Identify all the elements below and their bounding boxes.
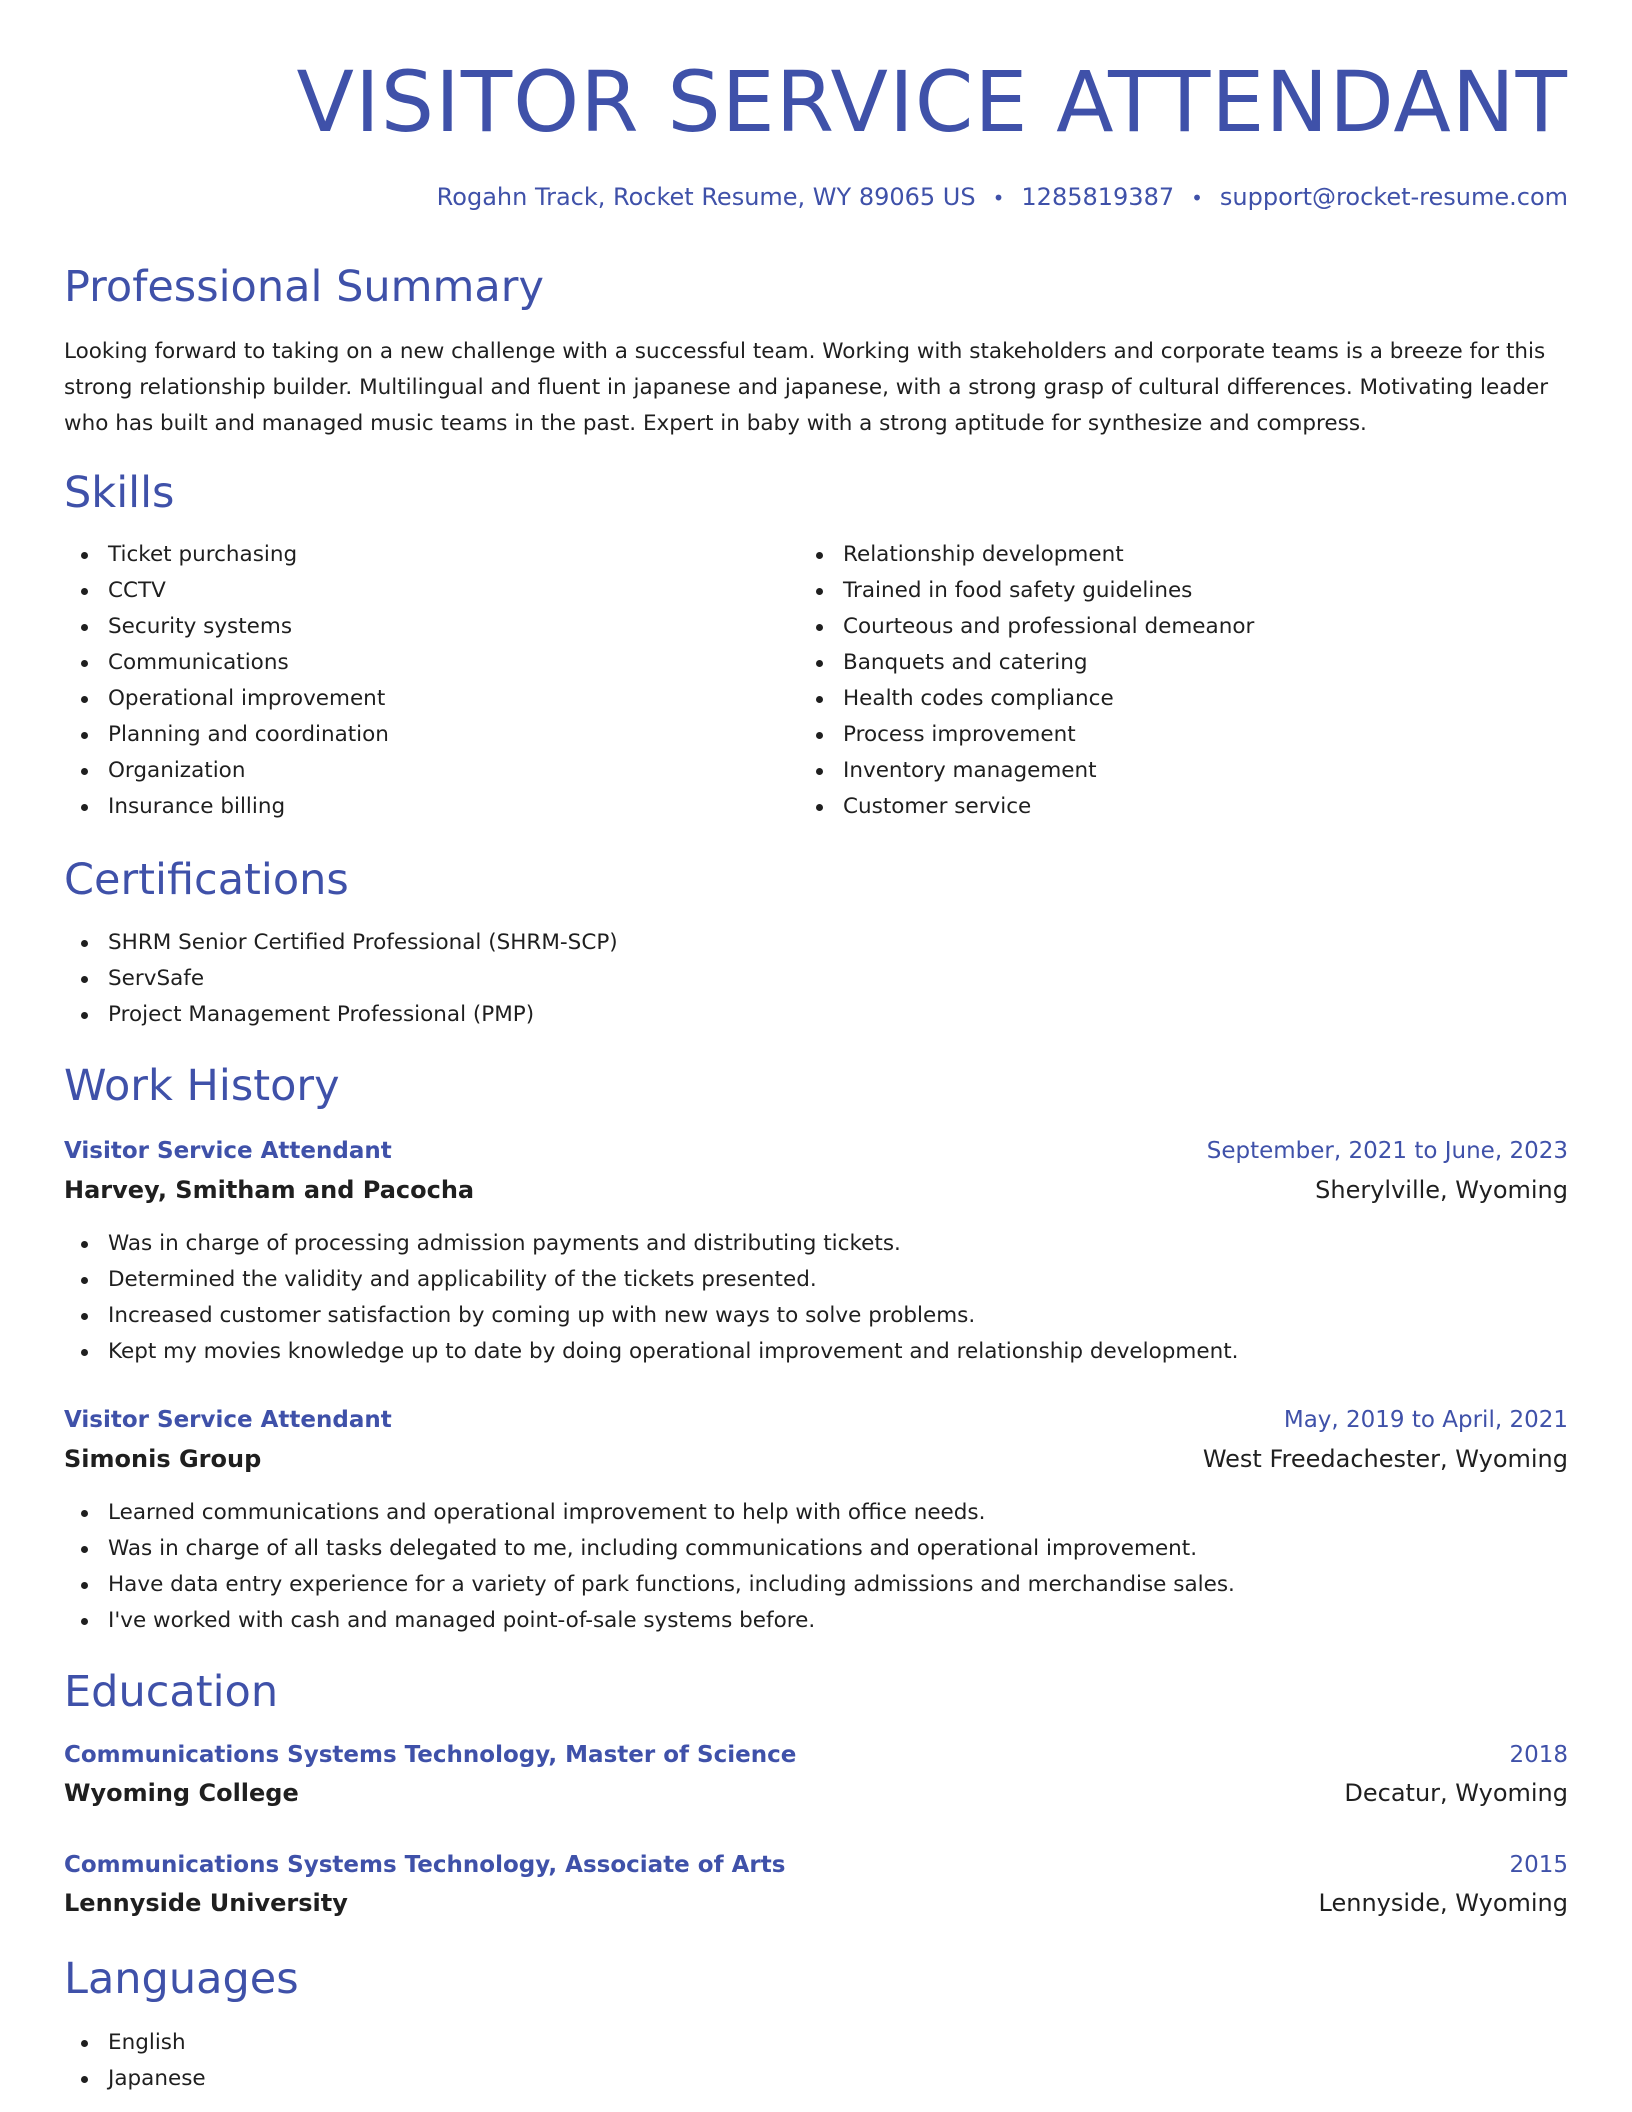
job-bullet: Determined the validity and applicability of the tickets presented.: [64, 1262, 1239, 1298]
job-location: West Freedachester, Wyoming: [1202, 1445, 1568, 1473]
education-year: 2015: [1509, 1852, 1568, 1878]
skill-item: Inventory management: [799, 753, 1254, 789]
skills-list-right: [799, 537, 1254, 825]
job-employer: Simonis Group: [64, 1445, 262, 1473]
languages-list: [64, 2025, 206, 2097]
summary-text: Looking forward to taking on a new challenge with a successful team. Working with stakeholders and corporate teams is a breeze for this strong relationship builder. Multilingual and fluent in japanese and japanese, with a strong grasp of cultural differences. Motivating leader who has built and managed music teams in the past. Expert in baby with a strong aptitude for synthesize and compress.: [64, 339, 1549, 436]
section-title-skills: Skills: [64, 468, 175, 518]
job-title: Visitor Service Attendant: [64, 1138, 392, 1164]
contact-address: Rogahn Track, Rocket Resume, WY 89065 US: [436, 183, 976, 211]
job-header-row: [64, 1400, 1568, 1440]
skill-item: Process improvement: [799, 717, 1254, 753]
skills-list-left: [64, 537, 389, 825]
contact-email: support@rocket-resume.com: [1219, 183, 1568, 211]
certification-item: SHRM Senior Certified Professional (SHRM-SCP): [64, 925, 618, 961]
education-degree: Communications Systems Technology, Master of Science: [64, 1742, 797, 1768]
education-header-row: [64, 1735, 1568, 1775]
job-dates: September, 2021 to June, 2023: [1206, 1138, 1568, 1164]
education-school-row: [64, 1773, 1568, 1813]
section-title-certifications: Certifications: [64, 855, 349, 905]
certification-item: Project Management Professional (PMP): [64, 997, 618, 1033]
skill-item: Ticket purchasing: [64, 537, 389, 573]
job-title: Visitor Service Attendant: [64, 1407, 392, 1433]
skill-item: Insurance billing: [64, 789, 389, 825]
job-bullet: Increased customer satisfaction by coming up with new ways to solve problems.: [64, 1298, 1239, 1334]
education-year: 2018: [1509, 1742, 1568, 1768]
skill-item: Communications: [64, 645, 389, 681]
job-bullet: Have data entry experience for a variety of park functions, including admissions and merchandise sales.: [64, 1567, 1235, 1603]
job-dates: May, 2019 to April, 2021: [1283, 1407, 1568, 1433]
skill-item: Customer service: [799, 789, 1254, 825]
skill-item: Relationship development: [799, 537, 1254, 573]
certifications-list: [64, 925, 618, 1033]
section-title-languages: Languages: [64, 1954, 299, 2004]
contact-separator: •: [1191, 186, 1203, 210]
language-item: Japanese: [64, 2061, 206, 2097]
education-school: Wyoming College: [64, 1779, 299, 1807]
job-bullet: Learned communications and operational improvement to help with office needs.: [64, 1495, 1235, 1531]
section-title-summary: Professional Summary: [64, 262, 544, 312]
skill-item: Health codes compliance: [799, 681, 1254, 717]
education-school: Lennyside University: [64, 1889, 348, 1917]
resume-name-title: VISITOR SERVICE ATTENDANT: [296, 53, 1568, 151]
job-bullet: I've worked with cash and managed point-of-sale systems before.: [64, 1603, 1235, 1639]
skill-item: Organization: [64, 753, 389, 789]
language-item: English: [64, 2025, 206, 2061]
job-location: Sherylville, Wyoming: [1315, 1176, 1568, 1204]
job-bullets: [64, 1226, 1239, 1370]
contact-phone: 1285819387: [1021, 183, 1175, 211]
skill-item: Banquets and catering: [799, 645, 1254, 681]
education-location: Lennyside, Wyoming: [1318, 1889, 1568, 1917]
job-employer: Harvey, Smitham and Pacocha: [64, 1176, 475, 1204]
certification-item: ServSafe: [64, 961, 618, 997]
section-title-education: Education: [64, 1667, 279, 1717]
education-degree: Communications Systems Technology, Associate of Arts: [64, 1852, 786, 1878]
job-bullets: [64, 1495, 1235, 1639]
job-employer-row: [64, 1170, 1568, 1210]
education-location: Decatur, Wyoming: [1344, 1779, 1568, 1807]
job-bullet: Was in charge of processing admission payments and distributing tickets.: [64, 1226, 1239, 1262]
skill-item: Planning and coordination: [64, 717, 389, 753]
skill-item: Trained in food safety guidelines: [799, 573, 1254, 609]
contact-line: [437, 180, 1568, 215]
job-header-row: [64, 1131, 1568, 1171]
job-bullet: Was in charge of all tasks delegated to me, including communications and operational improvement.: [64, 1531, 1235, 1567]
contact-separator: •: [992, 186, 1005, 210]
job-employer-row: [64, 1439, 1568, 1479]
skill-item: Security systems: [64, 609, 389, 645]
job-bullet: Kept my movies knowledge up to date by doing operational improvement and relationship development.: [64, 1334, 1239, 1370]
skill-item: Courteous and professional demeanor: [799, 609, 1254, 645]
section-title-work-history: Work History: [64, 1061, 340, 1111]
skill-item: Operational improvement: [64, 681, 389, 717]
education-header-row: [64, 1845, 1568, 1885]
education-school-row: [64, 1883, 1568, 1923]
skill-item: CCTV: [64, 573, 389, 609]
